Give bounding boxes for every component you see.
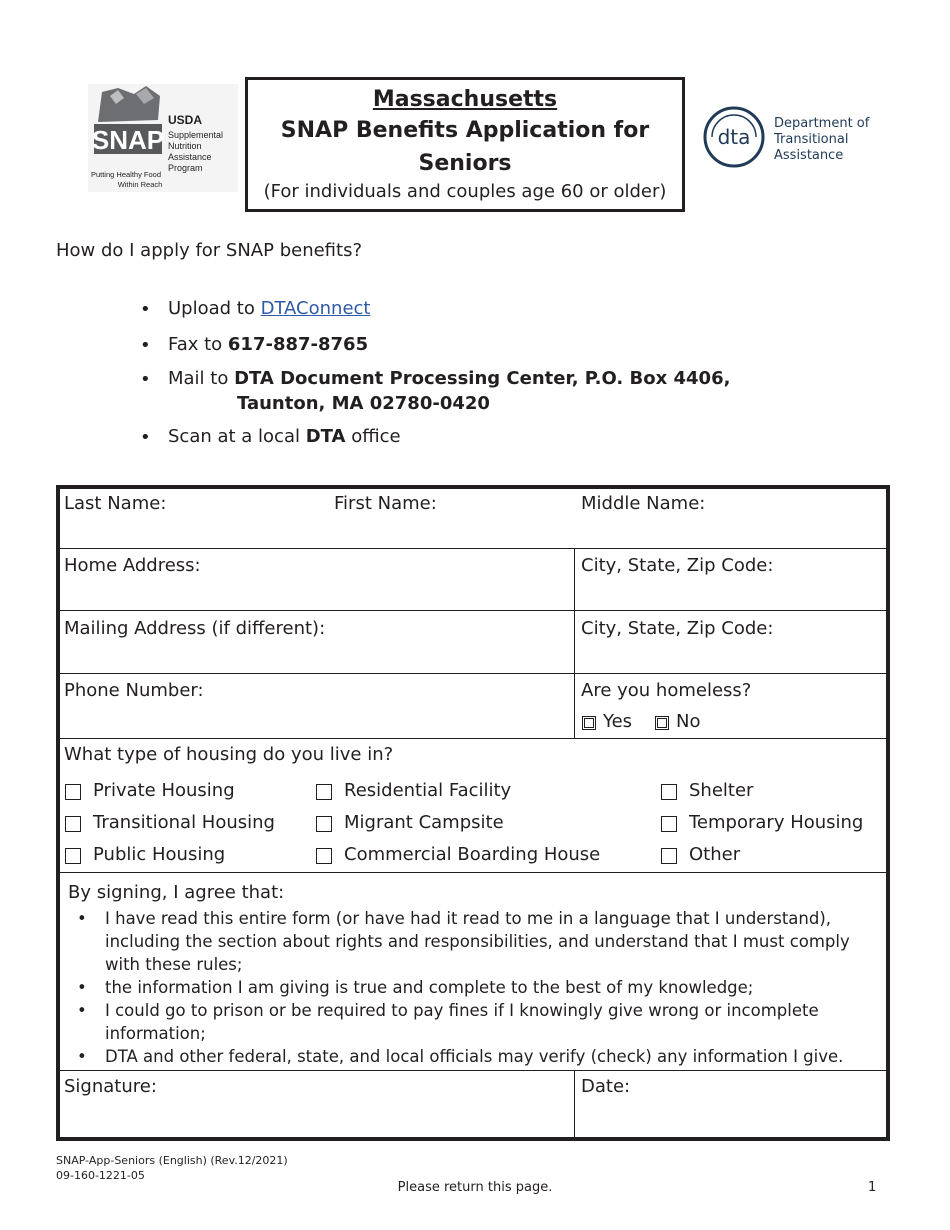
agreement-section (68, 881, 878, 1068)
svg-text:Department of: Department of (774, 116, 870, 131)
mail-address-line1: DTA Document Processing Center, P.O. Box 4406, (234, 368, 731, 389)
mailing-city-state-zip-field[interactable]: City, State, Zip Code: (581, 618, 774, 639)
commercial-boarding-house-label: Commercial Boarding House (344, 844, 601, 865)
phone-number-field[interactable]: Phone Number: (64, 680, 204, 701)
homeless-yes-checkbox[interactable] (582, 716, 596, 730)
bullet-icon: • (140, 299, 151, 320)
home-address-field[interactable]: Home Address: (64, 555, 201, 576)
title-state: Massachusetts (372, 87, 558, 112)
last-name-field[interactable]: Last Name: (64, 493, 167, 514)
title-subtitle: (For individuals and couples age 60 or older) (263, 181, 667, 202)
agreement-item: • the information I am giving is true and complete to the best of my knowledge; (77, 978, 754, 997)
svg-text:Nutrition: Nutrition (168, 141, 202, 151)
apply-question: How do I apply for SNAP benefits? (56, 240, 362, 261)
residential-facility-checkbox[interactable] (316, 784, 332, 800)
homeless-question: Are you homeless? (581, 680, 752, 701)
public-housing-label: Public Housing (93, 844, 226, 865)
dta-logo (702, 106, 882, 168)
signature-field[interactable]: Signature: (64, 1076, 157, 1097)
homeless-no-label: No (676, 711, 701, 732)
bullet-icon: • (140, 335, 151, 356)
housing-question: What type of housing do you live in? (64, 744, 394, 765)
svg-text:USDA: USDA (168, 113, 203, 127)
agreement-item: • I could go to prison or be required to pay fines if I knowingly give wrong or incomplete information; (77, 1001, 819, 1043)
transitional-housing-checkbox[interactable] (65, 816, 81, 832)
mailing-address-field[interactable]: Mailing Address (if different): (64, 618, 326, 639)
svg-text:Putting Healthy Food: Putting Healthy Food (90, 170, 162, 179)
shelter-label: Shelter (689, 780, 754, 801)
private-housing-checkbox[interactable] (65, 784, 81, 800)
home-city-state-zip-field[interactable]: City, State, Zip Code: (581, 555, 774, 576)
svg-text:Program: Program (168, 163, 203, 173)
transitional-housing-label: Transitional Housing (93, 812, 275, 833)
other-housing-label: Other (689, 844, 741, 865)
svg-text:Assistance: Assistance (774, 148, 844, 163)
svg-text:SNAP: SNAP (91, 125, 165, 155)
homeless-no-checkbox[interactable] (655, 716, 669, 730)
title-main-line2: Seniors (418, 151, 512, 176)
agreement-item: • DTA and other federal, state, and local officials may verify (check) any information I give. (77, 1047, 844, 1066)
temporary-housing-label: Temporary Housing (689, 812, 864, 833)
svg-text:Assistance: Assistance (168, 152, 212, 162)
migrant-campsite-label: Migrant Campsite (344, 812, 504, 833)
middle-name-field[interactable]: Middle Name: (581, 493, 706, 514)
svg-text:dta: dta (717, 125, 751, 149)
dtaconnect-link[interactable]: DTAConnect (260, 298, 371, 319)
residential-facility-label: Residential Facility (344, 780, 512, 801)
migrant-campsite-checkbox[interactable] (316, 816, 332, 832)
form-code: SNAP-App-Seniors (English) (Rev.12/2021) 09-160-1221-05 (56, 1154, 288, 1182)
return-note: Please return this page. (397, 1180, 553, 1195)
commercial-boarding-house-checkbox[interactable] (316, 848, 332, 864)
agreement-heading: By signing, I agree that: (68, 882, 285, 903)
svg-text:Transitional: Transitional (774, 132, 849, 147)
bullet-icon: • (140, 369, 151, 390)
public-housing-checkbox[interactable] (65, 848, 81, 864)
title-main-line1: SNAP Benefits Application for (280, 118, 650, 143)
fax-number: 617-887-8765 (227, 334, 369, 355)
page-number: 1 (868, 1180, 877, 1195)
snap-usda-logo (88, 84, 238, 192)
bullet-icon: • (140, 427, 151, 448)
mail-address-line2: Taunton, MA 02780-0420 (237, 393, 490, 414)
shelter-checkbox[interactable] (661, 784, 677, 800)
homeless-yes-label: Yes (603, 711, 633, 732)
agreement-item: • I have read this entire form (or have had it read to me in a language that I understand), including the section about rights and responsibilities, and understand that I must comply with these rules; (77, 909, 850, 974)
application-form (56, 485, 890, 1141)
temporary-housing-checkbox[interactable] (661, 816, 677, 832)
title-box (245, 77, 685, 212)
svg-text:Within Reach: Within Reach (117, 180, 163, 189)
other-housing-checkbox[interactable] (661, 848, 677, 864)
first-name-field[interactable]: First Name: (334, 493, 437, 514)
svg-text:Supplemental: Supplemental (168, 130, 224, 140)
private-housing-label: Private Housing (93, 780, 235, 801)
date-field[interactable]: Date: (581, 1076, 631, 1097)
